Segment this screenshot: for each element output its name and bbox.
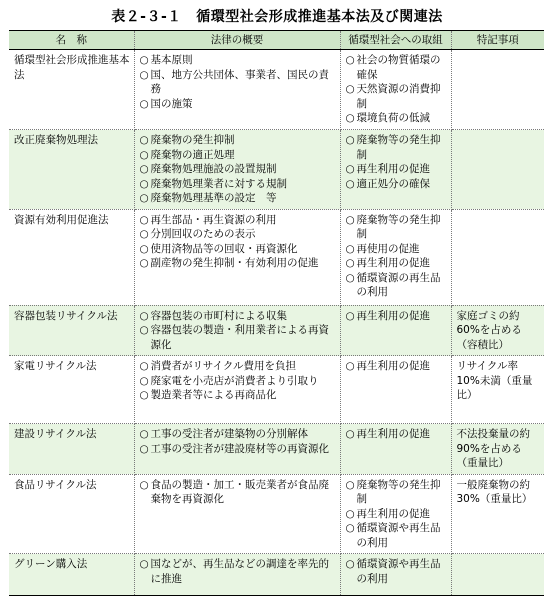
effort-item: ○ 適正処分の確保 bbox=[346, 177, 448, 192]
summary-item: ○ 製造業者等による再商品化 bbox=[140, 388, 337, 403]
efforts-cell bbox=[340, 474, 451, 554]
effort-item: ○ 循環資源や再生品の利用 bbox=[346, 557, 448, 586]
effort-item: ○ 循環資源や再生品の利用 bbox=[346, 521, 448, 550]
note-text: 不法投棄量の約90%を占める（重量比） bbox=[456, 428, 530, 469]
header-row bbox=[9, 31, 544, 50]
table-title: 表２-３-１ 循環型社会形成推進基本法及び関連法 bbox=[111, 9, 443, 25]
summary-item: ○ 工事の受注者が建設廃材等の再資源化 bbox=[140, 442, 337, 457]
law-name-cell: 容器包装リサイクル法 bbox=[9, 305, 134, 356]
notes-cell bbox=[451, 474, 544, 554]
table-row bbox=[9, 50, 544, 130]
table-row bbox=[9, 424, 544, 475]
summary-item: ○ 食品の製造・加工・販売業者が食品廃棄物を再資源化 bbox=[140, 478, 337, 507]
summary-item: ○ 廃棄物の発生抑制 bbox=[140, 133, 337, 148]
summary-item: ○ 国などが、再生品などの調達を率先的に推進 bbox=[140, 557, 337, 586]
summary-cell bbox=[134, 356, 340, 424]
efforts-cell bbox=[340, 424, 451, 475]
effort-item: ○ 社会の物質循環の確保 bbox=[346, 53, 448, 82]
summary-cell bbox=[134, 554, 340, 596]
summary-cell bbox=[134, 424, 340, 475]
effort-item: ○ 天然資源の消費抑制 bbox=[346, 82, 448, 111]
law-name-cell: 建設リサイクル法 bbox=[9, 424, 134, 475]
header-summary: 法律の概要 bbox=[134, 31, 340, 50]
summary-item: ○ 廃棄物処理施設の設置規制 bbox=[140, 162, 337, 177]
header-efforts: 循環型社会への取組 bbox=[340, 31, 451, 50]
efforts-cell bbox=[340, 50, 451, 130]
summary-cell bbox=[134, 474, 340, 554]
summary-item: ○ 廃棄物の適正処理 bbox=[140, 148, 337, 163]
notes-cell bbox=[451, 50, 544, 130]
header-name: 名 称 bbox=[9, 31, 134, 50]
table-body bbox=[9, 50, 544, 596]
effort-item: ○ 循環資源の再生品の利用 bbox=[346, 271, 448, 300]
notes-cell bbox=[451, 424, 544, 475]
note-text: 一般廃棄物の約30%（重量比） bbox=[456, 478, 533, 505]
table-row bbox=[9, 305, 544, 356]
law-name-cell: 食品リサイクル法 bbox=[9, 474, 134, 554]
effort-item: ○ 再生利用の促進 bbox=[346, 427, 448, 442]
effort-item: ○ 廃棄物等の発生抑制 bbox=[346, 213, 448, 242]
effort-item: ○ 環境負荷の低減 bbox=[346, 111, 448, 126]
efforts-cell bbox=[340, 356, 451, 424]
summary-item: ○ 国の施策 bbox=[140, 97, 337, 112]
law-name-cell: グリーン購入法 bbox=[9, 554, 134, 596]
notes-cell bbox=[451, 305, 544, 356]
effort-item: ○ 廃棄物等の発生抑制 bbox=[346, 133, 448, 162]
effort-item: ○ 再生利用の促進 bbox=[346, 309, 448, 324]
efforts-cell bbox=[340, 209, 451, 305]
law-name-cell: 改正廃棄物処理法 bbox=[9, 130, 134, 210]
effort-item: ○ 再生利用の促進 bbox=[346, 359, 448, 374]
law-name-cell: 循環型社会形成推進基本法 bbox=[9, 50, 134, 130]
table-row bbox=[9, 209, 544, 305]
summary-item: ○ 国、地方公共団体、事業者、国民の責務 bbox=[140, 68, 337, 97]
summary-item: ○ 再生部品・再生資源の利用 bbox=[140, 213, 337, 228]
notes-cell bbox=[451, 130, 544, 210]
summary-cell bbox=[134, 305, 340, 356]
summary-item: ○ 廃棄物処理業者に対する規制 bbox=[140, 177, 337, 192]
note-text: リサイクル率10%未満（重量比） bbox=[456, 360, 533, 401]
notes-cell bbox=[451, 356, 544, 424]
table-row bbox=[9, 130, 544, 210]
summary-cell bbox=[134, 50, 340, 130]
table-row bbox=[9, 554, 544, 596]
law-name-cell: 資源有効利用促進法 bbox=[9, 209, 134, 305]
table-row bbox=[9, 356, 544, 424]
effort-item: ○ 再生利用の促進 bbox=[346, 162, 448, 177]
effort-item: ○ 再生利用の促進 bbox=[346, 507, 448, 522]
summary-item: ○ 工事の受注者が建築物の分別解体 bbox=[140, 427, 337, 442]
table-row bbox=[9, 474, 544, 554]
note-text: 家庭ゴミの約60%を占める（容積比） bbox=[456, 309, 522, 351]
summary-cell bbox=[134, 209, 340, 305]
summary-item: ○ 分別回収のための表示 bbox=[140, 227, 337, 242]
summary-item: ○ 容器包装の製造・利用業者による再資源化 bbox=[140, 323, 337, 352]
effort-item: ○ 廃棄物等の発生抑制 bbox=[346, 478, 448, 507]
summary-item: ○ 基本原則 bbox=[140, 53, 337, 68]
summary-cell bbox=[134, 130, 340, 210]
summary-item: ○ 容器包装の市町村による収集 bbox=[140, 309, 337, 324]
efforts-cell bbox=[340, 305, 451, 356]
efforts-cell bbox=[340, 554, 451, 596]
notes-cell bbox=[451, 209, 544, 305]
law-name-cell: 家電リサイクル法 bbox=[9, 356, 134, 424]
laws-table bbox=[9, 30, 544, 596]
notes-cell bbox=[451, 554, 544, 596]
efforts-cell bbox=[340, 130, 451, 210]
summary-item: ○ 廃家電を小売店が消費者より引取り bbox=[140, 374, 337, 389]
header-notes: 特記事項 bbox=[451, 31, 544, 50]
effort-item: ○ 再生利用の促進 bbox=[346, 256, 448, 271]
summary-item: ○ 副産物の発生抑制・有効利用の促進 bbox=[140, 256, 337, 271]
summary-item: ○ 消費者がリサイクル費用を負担 bbox=[140, 359, 337, 374]
summary-item: ○ 廃棄物処理基準の設定 等 bbox=[140, 191, 337, 206]
summary-item: ○ 使用済物品等の回収・再資源化 bbox=[140, 242, 337, 257]
effort-item: ○ 再使用の促進 bbox=[346, 242, 448, 257]
